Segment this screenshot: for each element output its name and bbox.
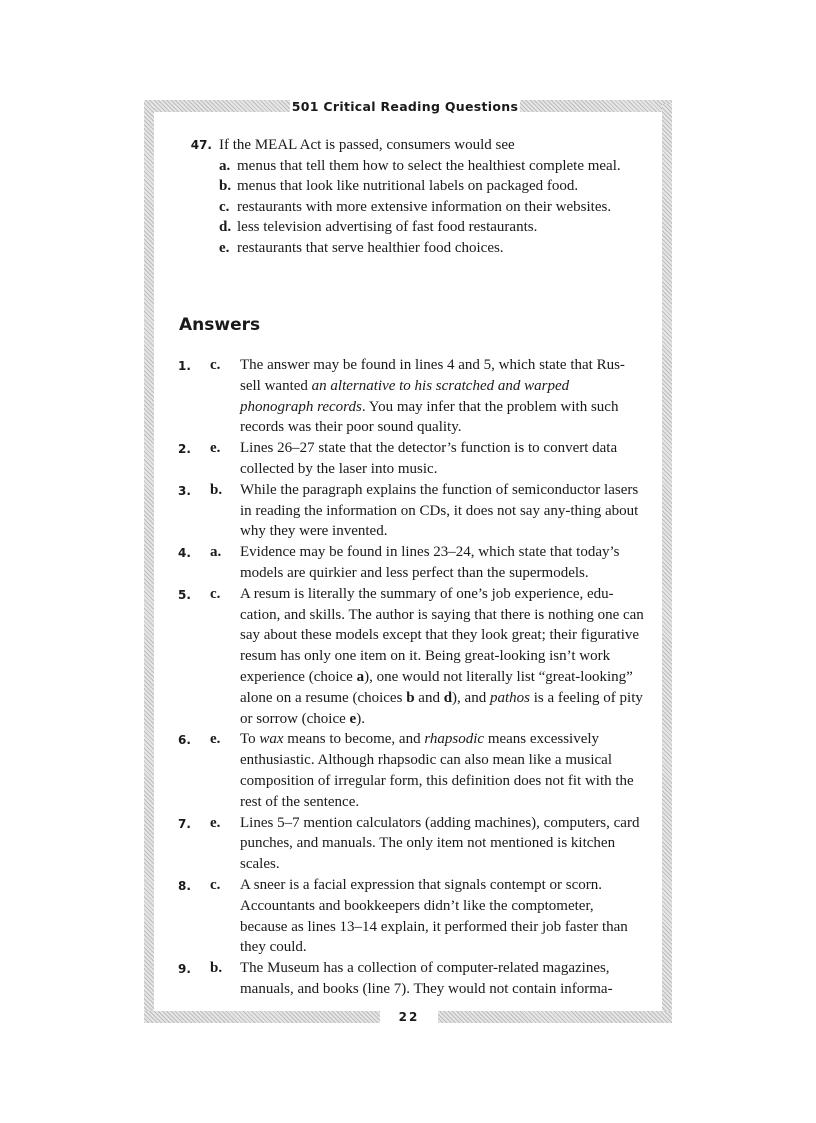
answer-number: 6. — [178, 733, 191, 748]
answer-number: 3. — [178, 483, 191, 498]
answer-letter: e. — [210, 440, 221, 457]
answer-number: 7. — [178, 816, 191, 831]
answer-letter: e. — [210, 731, 221, 748]
answer-letter: c. — [210, 585, 221, 602]
answer-item-4 — [178, 542, 644, 584]
answer-explanation: Lines 26–27 state that the detector’s function is to convert data collected by the laser into music. — [240, 440, 618, 477]
page-border-left — [144, 104, 154, 1016]
answer-item-7 — [178, 813, 644, 875]
answer-number: 9. — [178, 962, 191, 977]
option-text: less television advertising of fast food restaurants. — [237, 219, 538, 235]
answer-explanation: The Museum has a collection of computer-related magazines, manuals, and books (line 7). They would not contain informa- — [240, 960, 613, 997]
option-e — [219, 238, 644, 259]
footer-rule-left — [144, 1011, 380, 1023]
answer-letter: c. — [210, 357, 221, 373]
answer-explanation: The answer may be found in lines 4 and 5, which state that Rus-sell wanted an alternative to his scratched and warped phonograph records. You may infer that the problem with such records was their poor sound quality. — [240, 357, 625, 436]
answer-item-6 — [178, 729, 644, 812]
question-stem: If the MEAL Act is passed, consumers would see — [219, 137, 515, 153]
option-text: menus that tell them how to select the healthiest complete meal. — [237, 157, 621, 174]
answer-number: 8. — [178, 878, 191, 893]
footer-rule-right — [438, 1011, 672, 1023]
option-d — [219, 217, 644, 238]
option-c — [219, 197, 644, 218]
option-letter: a. — [219, 157, 231, 174]
answer-explanation: Lines 5–7 mention calculators (adding machines), computers, card punches, and manuals. The only item not mentioned is kitchen scales. — [240, 814, 640, 873]
header-rule-left — [144, 100, 290, 112]
answer-item-9 — [178, 958, 644, 1000]
answer-letter: e. — [210, 814, 221, 831]
answer-item-1 — [178, 355, 644, 438]
option-letter: e. — [219, 239, 230, 256]
option-letter: c. — [219, 198, 230, 215]
option-text: restaurants with more extensive information on their websites. — [237, 198, 612, 215]
page-number: 22 — [398, 1010, 420, 1024]
answers-list — [178, 355, 644, 1000]
option-a — [219, 156, 644, 177]
answer-explanation: A resum is literally the summary of one’s job experience, edu-cation, and skills. The author is saying that there is nothing one can say about these models except that they look great; their figurative resum has only one item on it. Being great-looking isn’t work experience (choice a), one would not literally list “great-looking” alone on a resume (choices b and d), and pathos is a feeling of pity or sorrow (choice e). — [240, 585, 644, 727]
answer-letter: c. — [210, 876, 221, 893]
option-text: menus that look like nutritional labels on packaged food. — [237, 178, 579, 194]
running-header-title: 501 Critical Reading Questions — [291, 99, 519, 114]
answer-letter: b. — [210, 960, 223, 977]
answers-heading: Answers — [179, 315, 261, 335]
option-text: restaurants that serve healthier food choices. — [237, 239, 504, 256]
page-border-right — [662, 104, 672, 1016]
option-b — [219, 176, 644, 197]
option-letter: b. — [219, 178, 232, 194]
answer-explanation: Evidence may be found in lines 23–24, which state that today’s models are quirkier and less perfect than the supermodels. — [240, 544, 620, 581]
answer-item-3 — [178, 480, 644, 542]
answer-number: 4. — [178, 546, 191, 561]
answer-options — [174, 156, 644, 259]
option-letter: d. — [219, 219, 232, 235]
answer-number: 2. — [178, 442, 191, 457]
header-rule-right — [520, 100, 672, 112]
answer-item-8 — [178, 875, 644, 958]
answer-letter: a. — [210, 544, 222, 561]
question-number: 47. — [190, 138, 212, 152]
question-47 — [174, 135, 644, 258]
answer-letter: b. — [210, 481, 223, 498]
answer-explanation: To wax means to become, and rhapsodic means excessively enthusiastic. Although rhapsodic can also mean like a musical composition of irregular form, this definition does not fit with the rest of the sentence. — [240, 731, 634, 810]
answer-explanation: While the paragraph explains the function of semiconductor lasers in reading the information on CDs, it does not say any-thing about why they were invented. — [240, 481, 639, 540]
answer-explanation: A sneer is a facial expression that signals contempt or scorn. Accountants and bookkeepers didn’t like the comptometer, because as lines 13–14 explain, it performed their job faster than they could. — [240, 876, 628, 956]
answer-number: 1. — [178, 359, 191, 373]
answer-item-5 — [178, 584, 644, 730]
answer-item-2 — [178, 438, 644, 480]
answer-number: 5. — [178, 587, 191, 602]
